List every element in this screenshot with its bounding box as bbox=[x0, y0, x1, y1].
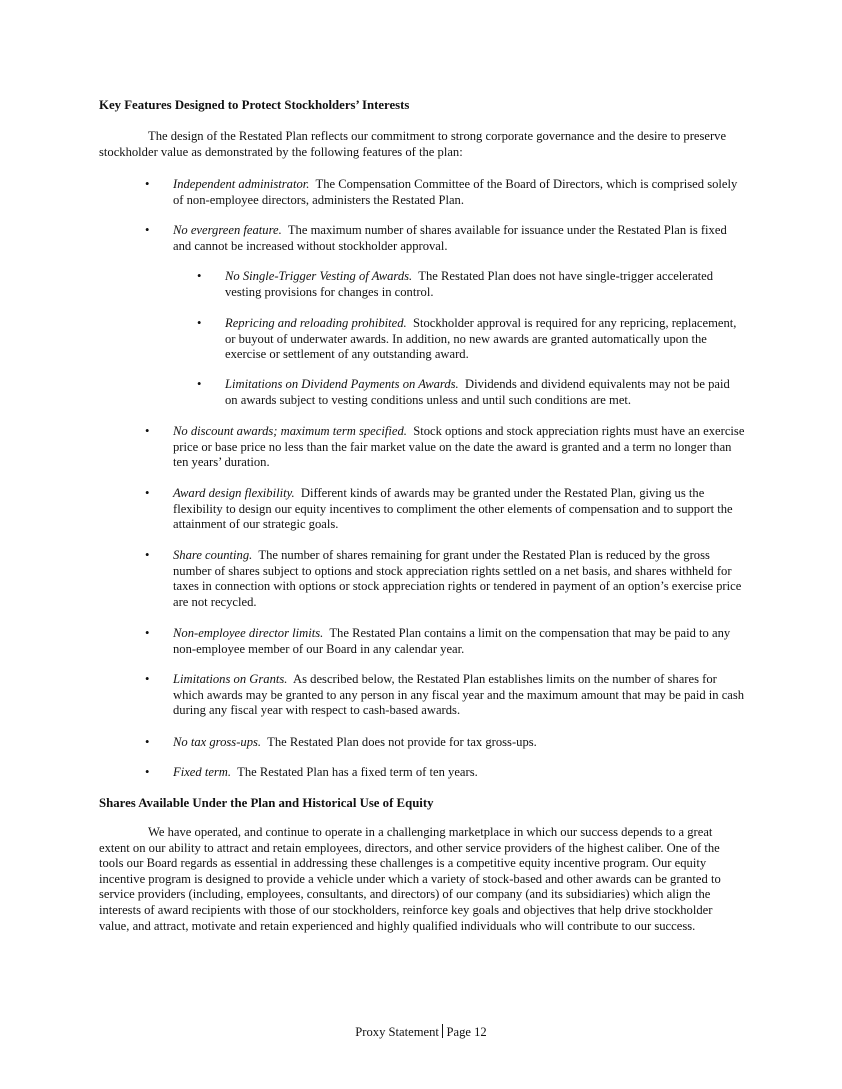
bullet-item-share-counting bbox=[145, 548, 745, 610]
bullet-text: Different kinds of awards may be granted under the Restated Plan, giving us the flexibility to design our equity incentives to compliment the other elements of compensation and to support the attainment of our strategic goals. bbox=[173, 486, 733, 532]
shares-available-paragraph: We have operated, and continue to operate in a challenging marketplace in which our success depends to a great extent on our ability to attract and retain employees, directors, and other service providers of the highest caliber. One of the tools our Board regards as essential in addressing these challenges is a competitive equity incentive program. Our equity incentive program is designed to provide a vehicle under which a variety of stock-based and other awards can be granted to service providers (including, employees, consultants, and directors) of our company (and its subsidiaries) which align the interests of award recipients with those of our stockholders, reinforce key goals and objectives that help drive stockholder value, and attract, motivate and retain experienced and highly qualified individuals who will contribute to our success. bbox=[99, 825, 721, 933]
bullet-lead: Award design flexibility. bbox=[173, 486, 295, 500]
bullet-marker: • bbox=[197, 377, 202, 391]
footer-page-number: Page 12 bbox=[446, 1025, 487, 1039]
bullet-lead: No tax gross-ups. bbox=[173, 735, 262, 749]
section-heading-shares-available: Shares Available Under the Plan and Historical Use of Equity bbox=[99, 796, 434, 810]
bullet-text: Dividends and dividend equivalents may not be paid on awards subject to vesting conditions unless and until such conditions are met. bbox=[225, 377, 730, 407]
bullet-marker: • bbox=[145, 486, 150, 500]
bullet-lead: Limitations on Dividend Payments on Awards. bbox=[225, 377, 459, 391]
bullet-marker: • bbox=[145, 626, 150, 640]
bullet-text: The Restated Plan has a fixed term of ten years. bbox=[237, 765, 478, 779]
sub-bullet-item-repricing bbox=[197, 316, 745, 363]
bullet-marker: • bbox=[145, 177, 150, 191]
sub-bullet-item-dividend-limitations bbox=[197, 377, 745, 408]
bullet-lead: Repricing and reloading prohibited. bbox=[225, 316, 407, 330]
bullet-lead: No Single-Trigger Vesting of Awards. bbox=[225, 269, 413, 283]
bullet-item-non-employee-director-limits bbox=[145, 626, 745, 657]
bullet-text: The maximum number of shares available for issuance under the Restated Plan is fixed and cannot be increased without stockholder approval. bbox=[173, 223, 727, 253]
bullet-lead: Fixed term. bbox=[173, 765, 232, 779]
bullet-item-no-discount-awards bbox=[145, 424, 745, 471]
bullet-text: Stockholder approval is required for any repricing, replacement, or buyout of underwater awards. In addition, no new awards are granted automatically upon the exercise or settlement of any outstanding award. bbox=[225, 316, 737, 362]
bullet-text: As described below, the Restated Plan establishes limits on the number of shares for which awards may be granted to any person in any fiscal year and the maximum amount that may be paid in cash during any fiscal year with respect to cash-based awards. bbox=[173, 672, 745, 718]
bullet-lead: Independent administrator. bbox=[173, 177, 310, 191]
bullet-item-limitations-on-grants bbox=[145, 672, 745, 719]
footer-document-title: Proxy Statement bbox=[355, 1025, 439, 1039]
bullet-marker: • bbox=[145, 223, 150, 237]
bullet-text: The Compensation Committee of the Board of Directors, which is comprised solely of non-employee directors, administers the Restated Plan. bbox=[173, 177, 738, 207]
bullet-lead: Limitations on Grants. bbox=[173, 672, 288, 686]
bullet-lead: No discount awards; maximum term specified. bbox=[173, 424, 407, 438]
bullet-marker: • bbox=[197, 316, 202, 330]
bullet-marker: • bbox=[145, 424, 150, 438]
bullet-text: The Restated Plan does not have single-trigger accelerated vesting provisions for changes in control. bbox=[225, 269, 714, 299]
sub-bullet-item-no-single-trigger bbox=[197, 269, 745, 300]
bullet-lead: Non-employee director limits. bbox=[173, 626, 324, 640]
bullet-text: The Restated Plan contains a limit on the compensation that may be paid to any non-employee member of our Board in any calendar year. bbox=[173, 626, 731, 656]
bullet-marker: • bbox=[145, 672, 150, 686]
footer-separator bbox=[442, 1024, 444, 1038]
bullet-text: The Restated Plan does not provide for tax gross-ups. bbox=[267, 735, 537, 749]
bullet-marker: • bbox=[197, 269, 202, 283]
bullet-marker: • bbox=[145, 735, 150, 749]
bullet-marker: • bbox=[145, 548, 150, 562]
bullet-text: The number of shares remaining for grant under the Restated Plan is reduced by the gross number of shares subject to options and stock appreciation rights settled on a net basis, and shares withheld for taxes in connection with options or stock appreciation rights or tendered in payment of an option’s exercise price are not recycled. bbox=[173, 548, 742, 609]
section-heading-key-features: Key Features Designed to Protect Stockholders’ Interests bbox=[99, 98, 410, 112]
bullet-lead: Share counting. bbox=[173, 548, 253, 562]
bullet-marker: • bbox=[145, 765, 150, 779]
bullet-item-no-tax-gross-ups bbox=[145, 735, 745, 751]
bullet-text: Stock options and stock appreciation rights must have an exercise price or base price no less than the fair market value on the date the award is granted and a term no longer than ten years’ duration. bbox=[173, 424, 745, 470]
bullet-lead: No evergreen feature. bbox=[173, 223, 282, 237]
page-footer bbox=[0, 1024, 842, 1041]
bullet-item-fixed-term bbox=[145, 765, 745, 781]
intro-paragraph: The design of the Restated Plan reflects our commitment to strong corporate governance and the desire to preserve stockholder value as demonstrated by the following features of the plan: bbox=[99, 129, 727, 159]
bullet-item-independent-administrator bbox=[145, 177, 745, 208]
bullet-item-no-evergreen bbox=[145, 223, 745, 254]
bullet-item-award-design-flexibility bbox=[145, 486, 745, 533]
